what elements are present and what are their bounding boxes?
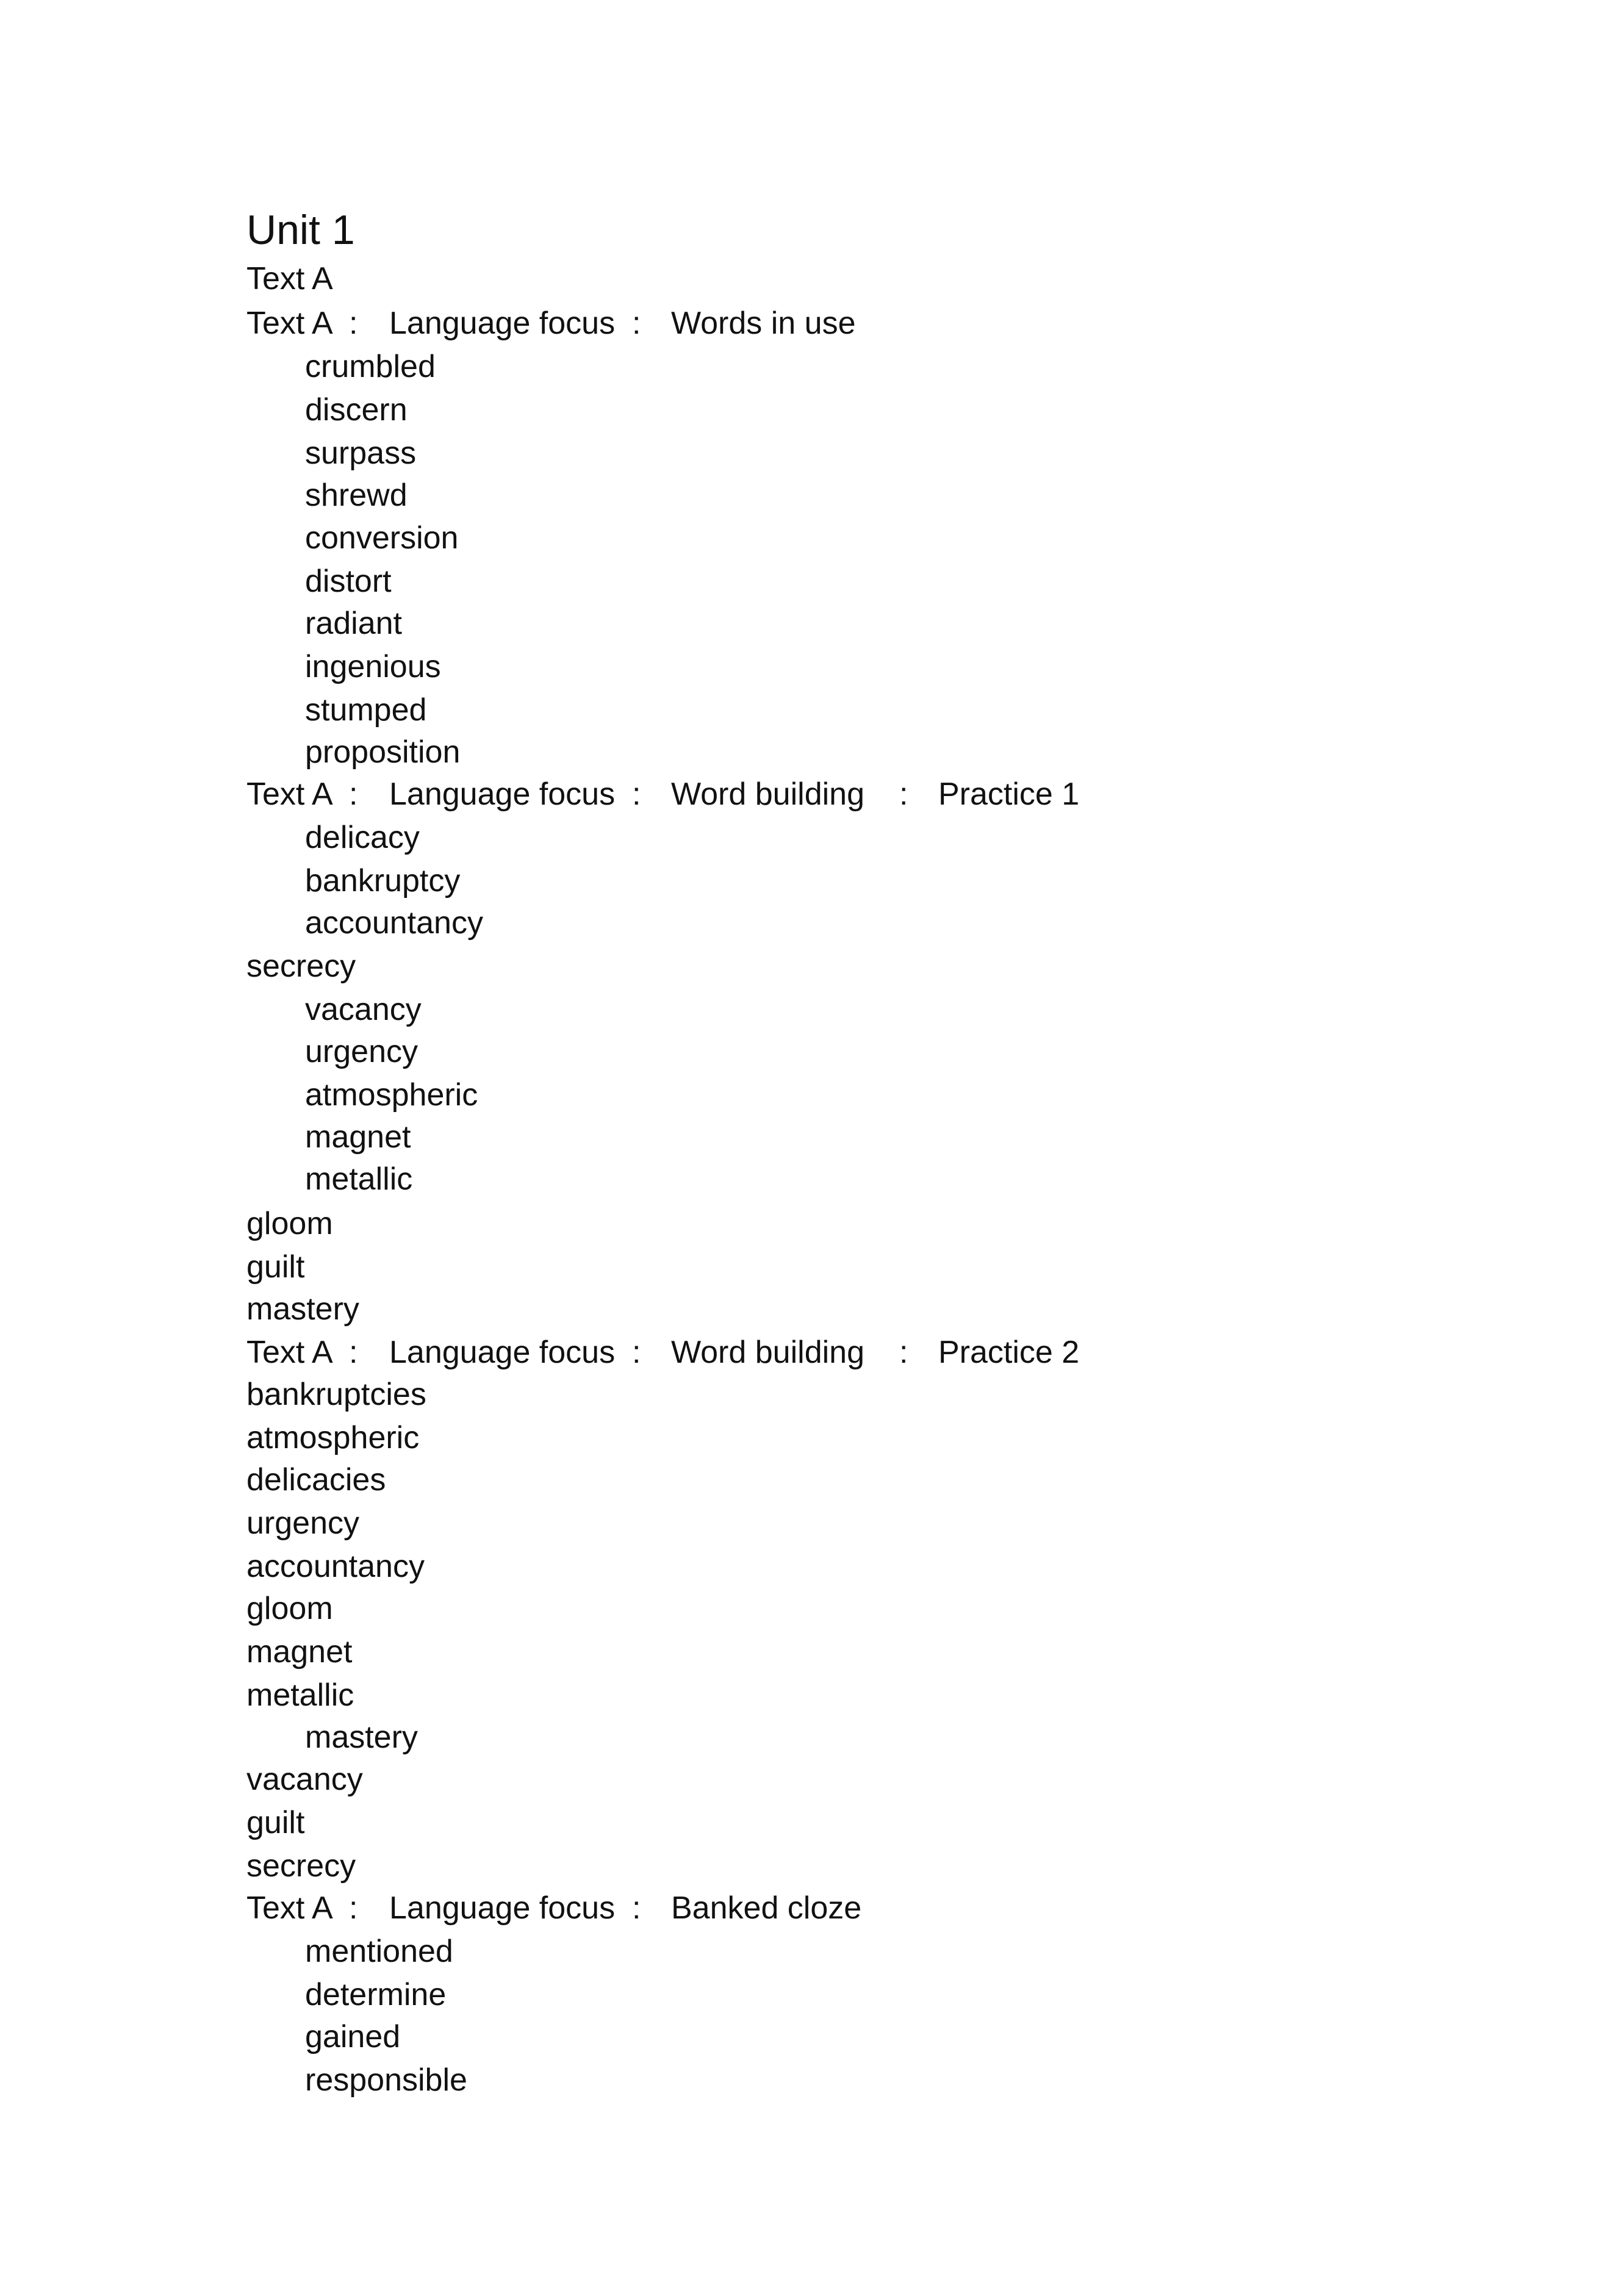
list-item: vacancy — [305, 992, 422, 1027]
list-item: atmospheric — [305, 1077, 478, 1113]
list-item: metallic — [246, 1678, 354, 1713]
list-item: mentioned — [305, 1934, 453, 1969]
list-item: radiant — [305, 606, 402, 641]
list-item: responsible — [305, 2062, 467, 2098]
list-item: shrewd — [305, 478, 408, 513]
list-item: metallic — [305, 1161, 413, 1197]
unit-title: Unit 1 — [246, 207, 355, 253]
list-item: ingenious — [305, 649, 441, 684]
list-item: accountancy — [305, 905, 483, 941]
list-item: magnet — [305, 1119, 411, 1155]
list-item: mastery — [246, 1291, 359, 1327]
list-item: gloom — [246, 1591, 333, 1626]
list-item: urgency — [246, 1505, 359, 1541]
list-item: guilt — [246, 1805, 305, 1840]
list-item: determine — [305, 1977, 447, 2012]
list-item: conversion — [305, 520, 459, 556]
document-page: Unit 1 Text A Text A : Language focus : Words in use crumbled discern surpass shrewd conversion distort radiant ingenious stumped proposition Text A : Language focus : Word building : Practice 1 delicacy bankruptcy accountancy secrecy vacancy urgency atmospheric magnet metallic gloom guilt mastery Text A : Language focus : Word building : Practice 2 bankruptcies atmospheric delicacies urgency accountancy gloom magnet metallic mastery vacancy guilt secrecy Text A : Language focus : Banked cloze mentioned determine gained responsible — [0, 0, 1624, 2293]
list-item: urgency — [305, 1034, 418, 1069]
list-item: gained — [305, 2019, 401, 2054]
list-item: discern — [305, 392, 408, 428]
list-item: bankruptcies — [246, 1377, 426, 1412]
list-item: magnet — [246, 1634, 353, 1670]
list-item: secrecy — [246, 1848, 356, 1884]
list-item: delicacy — [305, 820, 420, 855]
list-item: secrecy — [246, 949, 356, 984]
list-item: guilt — [246, 1249, 305, 1285]
list-item: vacancy — [246, 1762, 363, 1797]
section-subtitle: Text A — [246, 261, 333, 296]
list-item: accountancy — [246, 1549, 425, 1584]
list-item: surpass — [305, 436, 417, 471]
list-item: gloom — [246, 1206, 333, 1241]
list-item: atmospheric — [246, 1420, 420, 1455]
list-item: stumped — [305, 692, 427, 728]
list-item: distort — [305, 564, 392, 599]
list-item: crumbled — [305, 349, 436, 384]
list-item: proposition — [305, 734, 461, 770]
list-item: delicacies — [246, 1462, 386, 1498]
list-item: mastery — [305, 1720, 418, 1755]
list-item: bankruptcy — [305, 863, 461, 899]
